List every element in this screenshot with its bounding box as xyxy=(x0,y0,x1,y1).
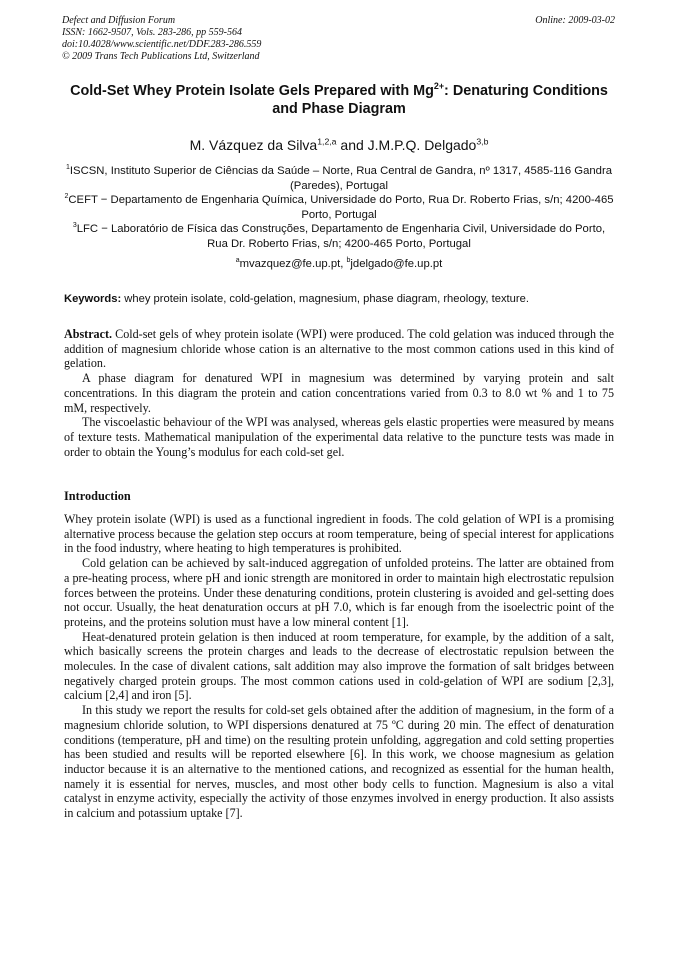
keywords xyxy=(64,292,616,306)
intro-paragraph-1: Whey protein isolate (WPI) is used as a functional ingredient in foods. The cold gelation of WPI is a promising alternative process because the gelation step occurs at room temperature, being of special interest for applications in the food industry, where heating to high temperatures is prohibited. xyxy=(64,512,614,556)
introduction-heading: Introduction xyxy=(64,489,131,503)
introduction-body xyxy=(64,512,614,821)
journal-header xyxy=(62,15,482,63)
affiliation-3-text: LFC − Laboratório de Física das Construções, Departamento de Engenharia Civil, Universidade do Porto, Rua Dr. Roberto Frias, s/n; 4200-465 Porto, Portugal xyxy=(76,223,606,250)
affiliation-2 xyxy=(64,193,614,223)
author-1: M. Vázquez da Silva xyxy=(189,137,318,153)
email-line xyxy=(64,257,614,272)
intro-paragraph-4: In this study we report the results for cold-set gels obtained after the addition of magnesium, in the form of a magnesium chloride solution, to WPI dispersions denatured at 75 ºC during 20 min. The effect of denaturation conditions (temperature, pH and time) on the resulting protein unfolding, aggregation and cold setting properties has been studied and results will be reported elsewhere [6]. In this work, we choose magnesium as gelation inductor because it is an alternative to the mentioned cations, and recognized as essential for the human health, namely it is essential for nerves, muscles, and most other body cells to function. Magnesium is also a vital catalyst in enzyme activity, especially the activity of those enzymes involved in energy production. It also assists in calcium and potassium uptake [7]. xyxy=(64,703,614,821)
author-2-affil: 3,b xyxy=(476,136,489,147)
email-b[interactable]: jdelgado@fe.up.pt xyxy=(350,258,443,270)
abstract xyxy=(64,327,614,459)
email-a-marker: a xyxy=(235,257,240,265)
online-date: Online: 2009-03-02 xyxy=(535,15,615,26)
doi-line: doi:10.4028/www.scientific.net/DDF.283-286.559 xyxy=(62,39,262,50)
affiliation-2-text: CEFT − Departamento de Engenharia Química, Universidade do Porto, Rua Dr. Roberto Frias, s/n; 4200-465 Porto, Portugal xyxy=(68,194,614,221)
abstract-paragraph-3: The viscoelastic behaviour of the WPI was analysed, whereas gels elastic properties were measured by means of texture tests. Mathematical manipulation of the experimental data relative to the puncture tests was made in order to obtain the Young’s modulus for each cold-set gel. xyxy=(64,415,614,459)
abstract-p1-text: Cold-set gels of whey protein isolate (WPI) were produced. The cold gelation was induced through the addition of magnesium chloride whose cation is an alternative to the most common cations used in this kind of gelation. xyxy=(64,327,614,371)
title-superscript: 2+ xyxy=(433,81,445,92)
keywords-label: Keywords: xyxy=(64,293,122,305)
affiliation-3-number: 3 xyxy=(72,222,77,230)
email-a[interactable]: mvazquez@fe.up.pt, xyxy=(239,258,347,270)
intro-paragraph-3: Heat-denatured protein gelation is then induced at room temperature, for example, by the addition of a salt, which basically screens the protein charges and leads to the decrease of electrostatic repulsion between the molecules. In the case of divalent cations, salt addition may also improve the formation of salt bridges between negatively charged protein groups. The most common cations used in cold-gelation of WPI are sodium [2,3], calcium [2,4] and iron [5]. xyxy=(64,629,614,703)
author-conjunction: and xyxy=(336,137,368,153)
abstract-paragraph-2: A phase diagram for denatured WPI in magnesium was determined by varying protein and salt concentrations. In this diagram the protein and cation concentrations varied from 0.3 to 8.0 wt % and 1 to 75 mM, respectively. xyxy=(64,371,614,415)
journal-name: Defect and Diffusion Forum xyxy=(62,15,176,26)
copyright-line: © 2009 Trans Tech Publications Ltd, Switzerland xyxy=(62,51,260,62)
author-1-affil: 1,2,a xyxy=(317,136,337,147)
email-b-marker: b xyxy=(346,257,351,265)
title-part1: Cold-Set Whey Protein Isolate Gels Prepared with Mg xyxy=(70,83,434,99)
issn-line: ISSN: 1662-9507, Vols. 283-286, pp 559-564 xyxy=(62,27,242,38)
affiliation-3 xyxy=(64,222,614,252)
affiliation-1 xyxy=(64,164,614,194)
author-line xyxy=(64,136,614,154)
abstract-paragraph-1 xyxy=(64,327,614,371)
affiliation-1-number: 1 xyxy=(65,164,70,172)
affiliation-2-number: 2 xyxy=(64,193,69,201)
title-part2: : Denaturing Conditions and Phase Diagram xyxy=(272,83,608,117)
keywords-text: whey protein isolate, cold-gelation, magnesium, phase diagram, rheology, texture. xyxy=(121,293,529,305)
intro-paragraph-2: Cold gelation can be achieved by salt-induced aggregation of unfolded proteins. The latter are obtained from a pre-heating process, where pH and ionic strength are monitored in order to maintain high electrostatic repulsion forces between the proteins. Under these denaturing conditions, protein clustering is avoided and gel-setting does not occur. Usually, the heat denaturation occurs at pH 7.0, which is far enough from the isoelectric point of the proteins, and the proteins solution must have a low mineral content [1]. xyxy=(64,556,614,629)
abstract-label: Abstract. xyxy=(64,327,113,341)
affiliation-1-text: ISCSN, Instituto Superior de Ciências da Saúde – Norte, Rua Central de Gandra, nº 1317, 4585-116 Gandra (Paredes), Portugal xyxy=(69,165,612,192)
paper-title xyxy=(64,82,614,118)
author-2: J.M.P.Q. Delgado xyxy=(367,137,477,153)
